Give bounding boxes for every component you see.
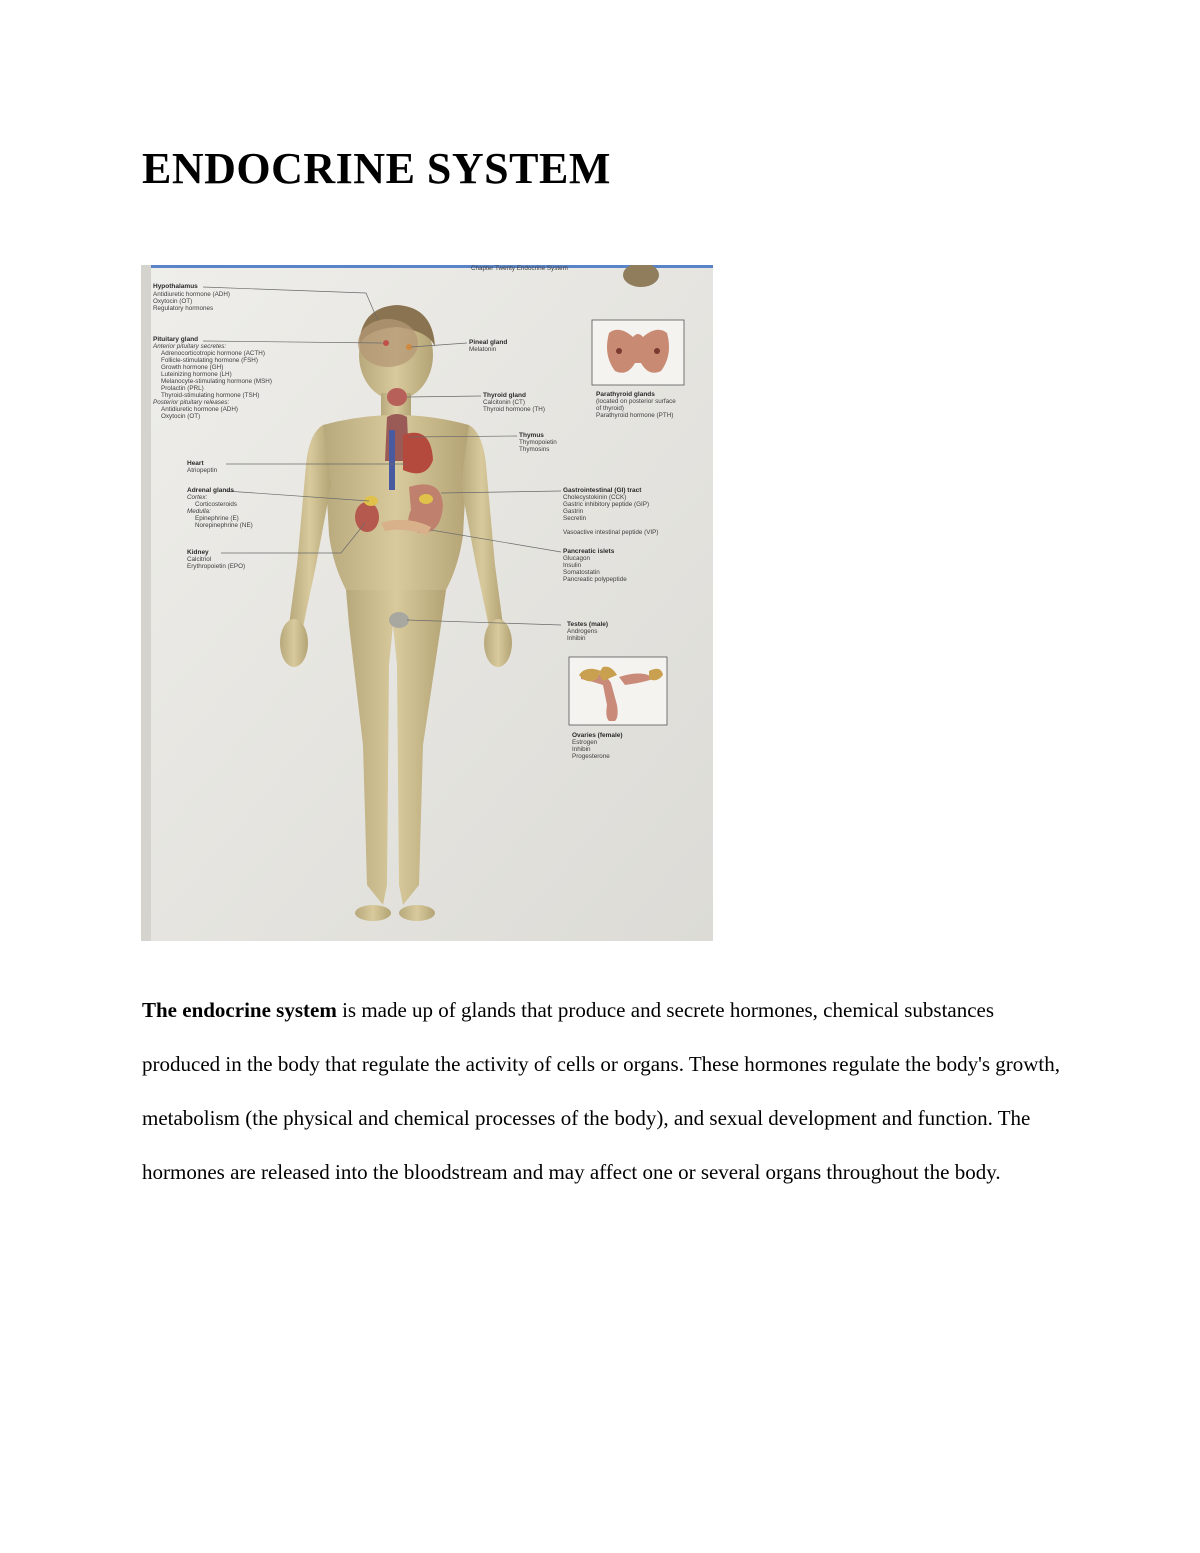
thyroid-icon <box>387 388 407 406</box>
svg-text:Parathyroid hormone (PTH): Parathyroid hormone (PTH) <box>596 412 674 419</box>
body-paragraph <box>142 983 1062 1199</box>
svg-text:Melanocyte-stimulating hormone: Melanocyte-stimulating hormone (MSH) <box>161 378 272 385</box>
svg-text:Glucagon: Glucagon <box>563 555 590 562</box>
svg-text:Luteinizing hormone (LH): Luteinizing hormone (LH) <box>161 371 232 378</box>
svg-text:Oxytocin (OT): Oxytocin (OT) <box>161 413 201 420</box>
svg-text:Thymopoietin: Thymopoietin <box>519 439 557 446</box>
svg-text:Secretin: Secretin <box>563 515 587 522</box>
svg-text:Gastrin: Gastrin <box>563 508 584 515</box>
svg-text:Growth hormone (GH): Growth hormone (GH) <box>161 364 224 371</box>
parathyroid-label: Parathyroid glands <box>596 391 655 398</box>
page-title: ENDOCRINE SYSTEM <box>142 144 611 193</box>
svg-text:Medulla:: Medulla: <box>187 508 211 515</box>
svg-text:Cholecystokinin (CCK): Cholecystokinin (CCK) <box>563 494 627 501</box>
svg-text:Adrenocorticotropic hormone (A: Adrenocorticotropic hormone (ACTH) <box>161 350 265 357</box>
svg-text:Norepinephrine (NE): Norepinephrine (NE) <box>195 522 253 529</box>
svg-text:Melatonin: Melatonin <box>469 346 497 353</box>
pancreatic-islets-label: Pancreatic islets <box>563 548 615 555</box>
svg-text:Inhibin: Inhibin <box>572 746 591 753</box>
svg-text:Erythropoietin (EPO): Erythropoietin (EPO) <box>187 563 246 570</box>
paragraph-text: is made up of glands that produce and secrete hormones, chemical substances produced in the body that regulate the activity of cells or organs. These hormones regulate the body's growth, metabolism (the physical and chemical processes of the body), and sexual development and function. The hormones are released into the bloodstream and may affect one or several organs throughout the body. <box>142 998 1061 1184</box>
testes-label: Testes (male) <box>567 621 609 628</box>
svg-text:Oxytocin (OT): Oxytocin (OT) <box>153 298 193 305</box>
svg-text:Androgens: Androgens <box>567 628 598 635</box>
hypothalamus-label: Hypothalamus <box>153 283 198 290</box>
ovaries-label: Ovaries (female) <box>572 732 623 739</box>
svg-text:Pancreatic polypeptide: Pancreatic polypeptide <box>563 576 627 583</box>
pineal-label: Pineal gland <box>469 339 508 346</box>
svg-text:Follicle-stimulating hormone (: Follicle-stimulating hormone (FSH) <box>161 357 258 364</box>
svg-text:Prolactin (PRL): Prolactin (PRL) <box>161 385 204 392</box>
svg-text:of thyroid): of thyroid) <box>596 405 624 412</box>
svg-text:Regulatory hormones: Regulatory hormones <box>153 305 214 312</box>
svg-text:Insulin: Insulin <box>563 562 582 569</box>
svg-text:Thymosins: Thymosins <box>519 446 550 453</box>
svg-text:Inhibin: Inhibin <box>567 635 586 642</box>
svg-text:Gastric inhibitory peptide (GI: Gastric inhibitory peptide (GIP) <box>563 501 650 508</box>
kidney-label: Kidney <box>187 549 209 556</box>
svg-text:Calcitriol: Calcitriol <box>187 556 212 563</box>
endocrine-system-figure <box>141 265 713 941</box>
svg-text:Antidiuretic hormone (ADH): Antidiuretic hormone (ADH) <box>161 406 238 413</box>
svg-text:Atriopeptin: Atriopeptin <box>187 467 218 474</box>
figure-header-text: Chapter Twenty Endocrine System <box>471 265 568 272</box>
svg-text:Cortex:: Cortex: <box>187 494 208 501</box>
paragraph-lead: The endocrine system <box>142 998 337 1022</box>
svg-text:Progesterone: Progesterone <box>572 753 610 760</box>
heart-label: Heart <box>187 460 204 467</box>
svg-text:Antidiuretic hormone (ADH): Antidiuretic hormone (ADH) <box>153 291 230 298</box>
ovaries-inset <box>569 657 667 725</box>
svg-text:Thyroid-stimulating hormone (T: Thyroid-stimulating hormone (TSH) <box>161 392 260 399</box>
thymus-label: Thymus <box>519 432 544 439</box>
svg-text:Posterior pituitary releases:: Posterior pituitary releases: <box>153 399 230 406</box>
svg-text:Anterior pituitary secretes:: Anterior pituitary secretes: <box>153 343 227 350</box>
svg-text:Corticosteroids: Corticosteroids <box>195 501 237 508</box>
svg-text:(located on posterior surface: (located on posterior surface <box>596 398 676 405</box>
svg-text:Thyroid hormone (TH): Thyroid hormone (TH) <box>483 406 545 413</box>
thyroid-label: Thyroid gland <box>483 392 526 399</box>
svg-text:Calcitonin (CT): Calcitonin (CT) <box>483 399 525 406</box>
gi-tract-label: Gastrointestinal (GI) tract <box>563 487 642 494</box>
testes-icon <box>389 612 409 628</box>
svg-text:Estrogen: Estrogen <box>572 739 598 746</box>
kidney-icon <box>355 502 379 532</box>
svg-text:Somatostatin: Somatostatin <box>563 569 600 576</box>
adrenal-label: Adrenal glands <box>187 487 234 494</box>
svg-text:Epinephrine (E): Epinephrine (E) <box>195 515 239 522</box>
svg-text:Vasoactive intestinal peptide: Vasoactive intestinal peptide (VIP) <box>563 529 659 536</box>
pituitary-label: Pituitary gland <box>153 336 199 343</box>
